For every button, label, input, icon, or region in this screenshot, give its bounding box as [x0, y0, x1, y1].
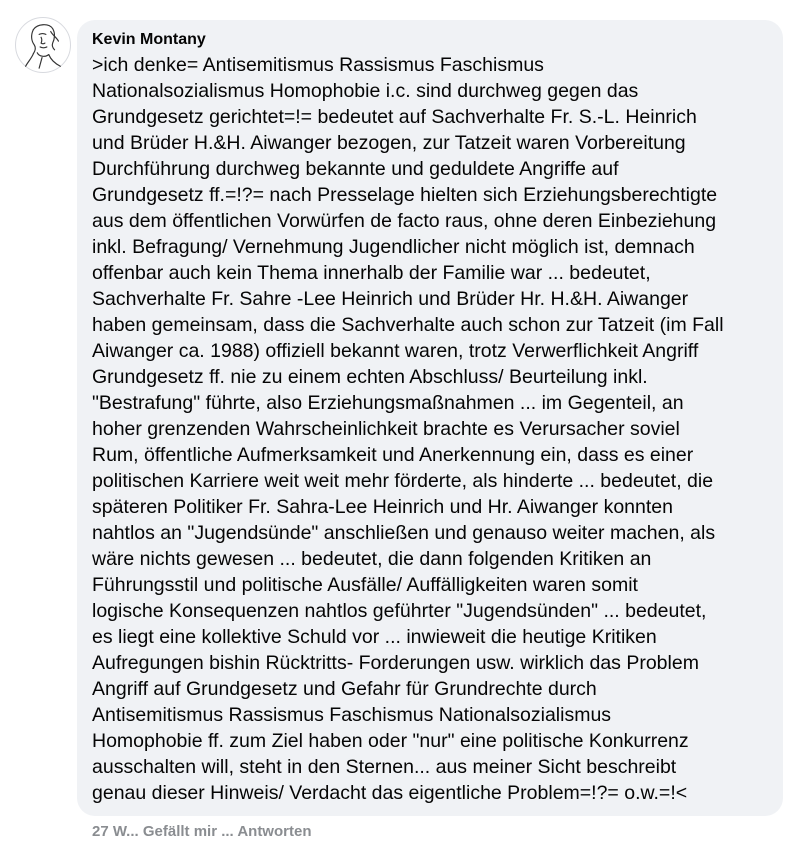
profile-sketch-icon: [16, 18, 70, 72]
comment-bubble: [77, 20, 783, 816]
comment-text: >ich denke= Antisemitismus Rassismus Faschismus Nationalsozialismus Homophobie i.c. sind durchweg gegen das Grundgesetz gerichtet=!= bedeutet auf Sachverhalte Fr. S.-L. Heinrich und Brüder H.&H. Aiwanger bezogen, zur Tatzeit waren Vorbereitung Durchführung durchweg bekannte und geduldete Angriffe auf Grundgesetz ff.=!?= nach Presselage hielten sich Erziehungsberechtigte aus dem öffentlichen Vorwürfen de facto raus, ohne deren Einbeziehung inkl. Befragung/ Vernehmung Jugendlicher nicht möglich ist, demnach offenbar auch kein Thema innerhalb der Familie war ... bedeutet, Sachverhalte Fr. Sahre -Lee Heinrich und Brüder Hr. H.&H. Aiwanger haben gemeinsam, dass die Sachverhalte auch schon zur Tatzeit (im Fall Aiwanger ca. 1988) offiziell bekannt waren, trotz Verwerflichkeit Angriff Grundgesetz ff. nie zu einem echten Abschluss/ Beurteilung inkl. "Bestrafung" führte, also Erziehungsmaßnahmen ... im Gegenteil, an hoher grenzenden Wahrscheinlichkeit brachte es Verursacher soviel Rum, öffentliche Aufmerksamkeit und Anerkennung ein, dass es einer politischen Karriere weit weit mehr förderte, als hinderte ... bedeutet, die späteren Politiker Fr. Sahra-Lee Heinrich und Hr. Aiwanger konnten nahtlos an "Jugendsünde" anschließen und genauso weiter machen, als wäre nichts gewesen ... bedeutet, die dann folgenden Kritiken an Führungsstil und politische Ausfälle/ Auffälligkeiten waren somit logische Konsequenzen nahtlos geführter "Jugendsünden" ... bedeutet, es liegt eine kollektive Schuld vor ... inwieweit die heutige Kritiken Aufregungen bishin Rücktritts- Forderungen usw. wirklich das Problem Angriff auf Grundgesetz und Gefahr für Grundrechte durch Antisemitismus Rassismus Faschismus Nationalsozialismus Homophobie ff. zum Ziel haben oder "nur" eine politische Konkurrenz ausschalten will, steht in den Sternen... aus meiner Sicht beschreibt genau dieser Hinweis/ Verdacht das eigentliche Problem=!?= o.w.=!<: [92, 54, 724, 804]
comment-author[interactable]: Kevin Montany: [92, 31, 206, 48]
comment-actions-row[interactable]: 27 W... Gefällt mir ... Antworten: [92, 823, 312, 840]
avatar[interactable]: [15, 17, 71, 73]
